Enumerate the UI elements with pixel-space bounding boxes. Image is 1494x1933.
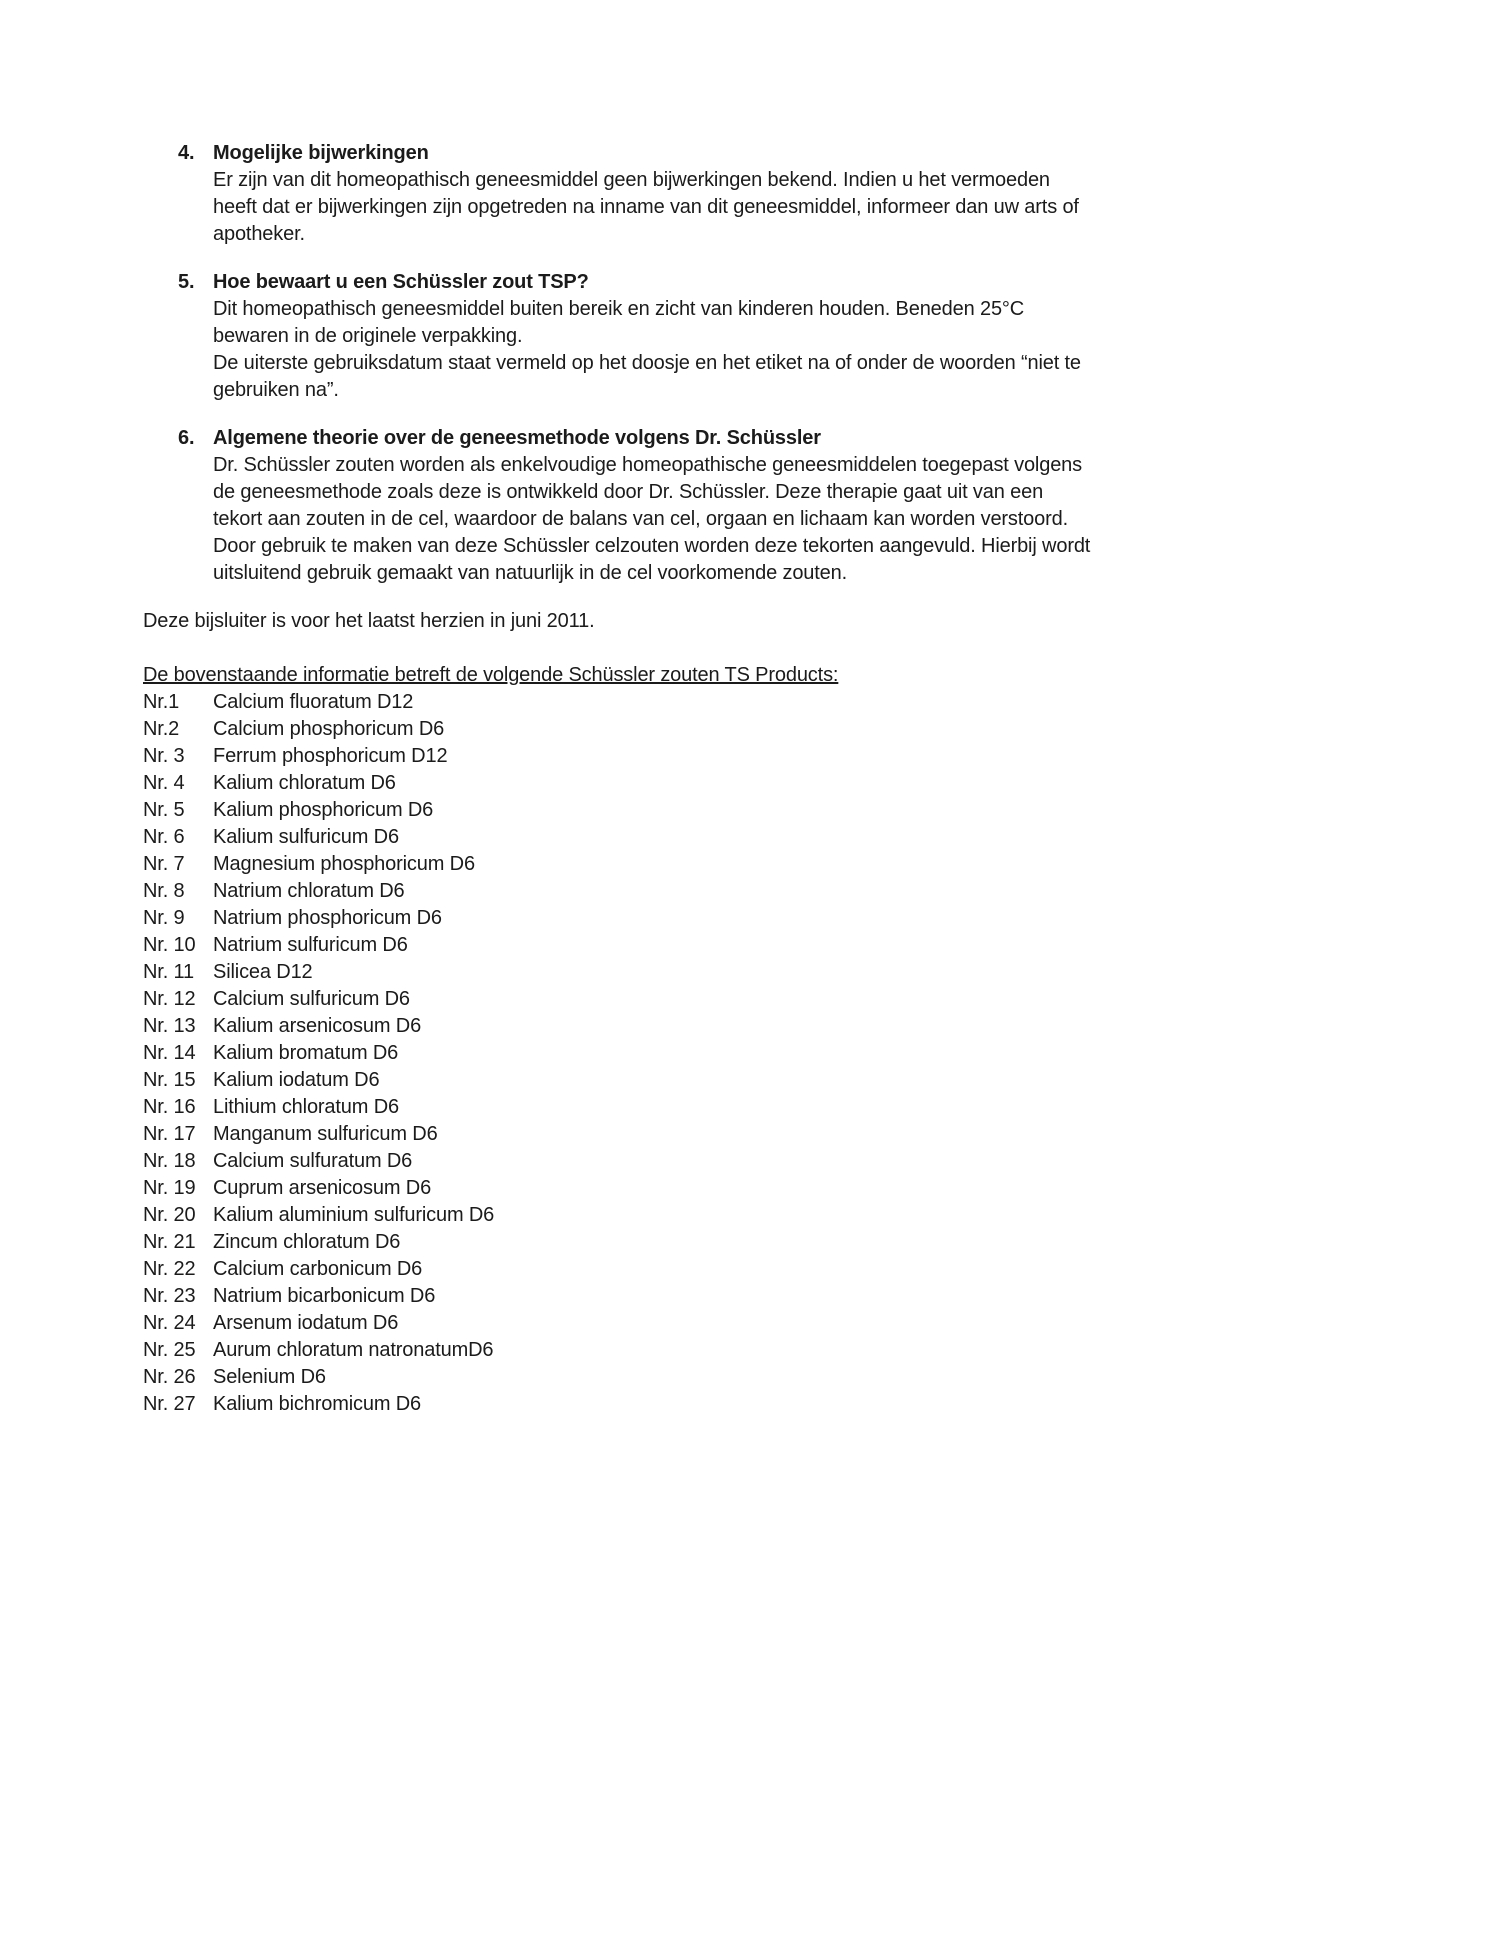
salt-number: Nr. 14 xyxy=(143,1042,196,1064)
salt-name: Manganum sulfuricum D6 xyxy=(213,1123,438,1145)
section-number: 4. xyxy=(178,142,195,164)
salt-row xyxy=(143,986,1414,1013)
salt-number: Nr. 16 xyxy=(143,1096,196,1118)
section-paragraph: Dit homeopathisch geneesmiddel buiten bereik en zicht van kinderen houden. Beneden 25°C bewaren in de originele verpakking. xyxy=(213,298,1025,347)
section-bewaren xyxy=(178,269,1414,404)
salt-name: Aurum chloratum natronatumD6 xyxy=(213,1339,494,1361)
salt-number: Nr. 8 xyxy=(143,880,185,902)
salt-name: Kalium iodatum D6 xyxy=(213,1069,380,1091)
section-number: 6. xyxy=(178,427,195,449)
numbered-sections xyxy=(178,140,1414,587)
salt-name: Kalium aluminium sulfuricum D6 xyxy=(213,1204,495,1226)
section-paragraph: Dr. Schüssler zouten worden als enkelvoudige homeopathische geneesmiddelen toegepast volgens de geneesmethode zoals deze is ontwikkeld door Dr. Schüssler. Deze therapie gaat uit van een tekort aan zouten in de cel, waardoor de balans van cel, orgaan en lichaam kan worden verstoord. Door gebruik te maken van deze Schüssler celzouten worden deze tekorten aangevuld. Hierbij wordt uitsluitend gebruik gemaakt van natuurlijk in de cel voorkomende zouten. xyxy=(213,454,1091,584)
salt-row xyxy=(143,851,1414,878)
salt-row xyxy=(143,770,1414,797)
salt-number: Nr. 21 xyxy=(143,1231,196,1253)
salt-row xyxy=(143,824,1414,851)
salt-row xyxy=(143,1391,1414,1418)
salt-number: Nr. 20 xyxy=(143,1204,196,1226)
salt-number: Nr. 5 xyxy=(143,799,185,821)
salt-row xyxy=(143,797,1414,824)
salt-name: Calcium fluoratum D12 xyxy=(213,691,414,713)
section-heading xyxy=(178,269,1414,296)
salt-name: Kalium bromatum D6 xyxy=(213,1042,399,1064)
salt-row xyxy=(143,1175,1414,1202)
section-number: 5. xyxy=(178,271,195,293)
salt-number: Nr. 18 xyxy=(143,1150,196,1172)
section-body xyxy=(213,296,1091,404)
salt-name: Calcium sulfuratum D6 xyxy=(213,1150,413,1172)
salt-name: Kalium phosphoricum D6 xyxy=(213,799,434,821)
salt-row xyxy=(143,716,1414,743)
salt-number: Nr. 9 xyxy=(143,907,185,929)
salt-row xyxy=(143,1202,1414,1229)
salt-row xyxy=(143,1229,1414,1256)
salt-row xyxy=(143,689,1414,716)
salt-name: Selenium D6 xyxy=(213,1366,326,1388)
section-body xyxy=(213,452,1091,587)
salt-row xyxy=(143,1040,1414,1067)
salt-name: Zincum chloratum D6 xyxy=(213,1231,401,1253)
salt-name: Natrium sulfuricum D6 xyxy=(213,934,408,956)
section-title: Algemene theorie over de geneesmethode volgens Dr. Schüssler xyxy=(213,427,821,449)
salt-name: Natrium chloratum D6 xyxy=(213,880,405,902)
salt-row xyxy=(143,1013,1414,1040)
section-heading xyxy=(178,425,1414,452)
salt-name: Natrium phosphoricum D6 xyxy=(213,907,442,929)
salt-name: Lithium chloratum D6 xyxy=(213,1096,399,1118)
salt-number: Nr. 26 xyxy=(143,1366,196,1388)
salt-name: Silicea D12 xyxy=(213,961,313,983)
salt-row xyxy=(143,1337,1414,1364)
salt-row xyxy=(143,932,1414,959)
salt-number: Nr. 15 xyxy=(143,1069,196,1091)
salt-name: Arsenum iodatum D6 xyxy=(213,1312,399,1334)
salt-number: Nr. 13 xyxy=(143,1015,196,1037)
section-body xyxy=(213,167,1091,248)
salt-name: Ferrum phosphoricum D12 xyxy=(213,745,448,767)
salt-name: Kalium sulfuricum D6 xyxy=(213,826,399,848)
section-paragraph: Er zijn van dit homeopathisch geneesmiddel geen bijwerkingen bekend. Indien u het vermoeden heeft dat er bijwerkingen zijn opgetreden na inname van dit geneesmiddel, informeer dan uw arts of apotheker. xyxy=(213,169,1079,245)
revision-note: Deze bijsluiter is voor het laatst herzien in juni 2011. xyxy=(143,610,595,632)
section-heading xyxy=(178,140,1414,167)
salt-row xyxy=(143,1067,1414,1094)
salt-name: Cuprum arsenicosum D6 xyxy=(213,1177,432,1199)
salt-row xyxy=(143,1310,1414,1337)
salt-number: Nr. 10 xyxy=(143,934,196,956)
salt-row xyxy=(143,1364,1414,1391)
salt-number: Nr. 11 xyxy=(143,961,194,983)
salt-row xyxy=(143,743,1414,770)
salts-list xyxy=(143,689,1414,1418)
salt-number: Nr. 7 xyxy=(143,853,185,875)
salt-name: Kalium arsenicosum D6 xyxy=(213,1015,422,1037)
salt-number: Nr. 17 xyxy=(143,1123,196,1145)
salt-name: Calcium phosphoricum D6 xyxy=(213,718,445,740)
salt-row xyxy=(143,1256,1414,1283)
section-bijwerkingen xyxy=(178,140,1414,248)
salt-number: Nr.2 xyxy=(143,718,180,740)
salt-name: Kalium chloratum D6 xyxy=(213,772,396,794)
salt-row xyxy=(143,905,1414,932)
salt-name: Kalium bichromicum D6 xyxy=(213,1393,422,1415)
section-title: Hoe bewaart u een Schüssler zout TSP? xyxy=(213,271,589,293)
salt-number: Nr. 27 xyxy=(143,1393,196,1415)
salt-number: Nr. 24 xyxy=(143,1312,196,1334)
salt-row xyxy=(143,1094,1414,1121)
salt-number: Nr. 6 xyxy=(143,826,185,848)
salt-name: Calcium carbonicum D6 xyxy=(213,1258,423,1280)
salt-name: Calcium sulfuricum D6 xyxy=(213,988,410,1010)
salt-name: Magnesium phosphoricum D6 xyxy=(213,853,475,875)
salt-number: Nr. 3 xyxy=(143,745,185,767)
salt-number: Nr. 19 xyxy=(143,1177,196,1199)
salt-number: Nr. 25 xyxy=(143,1339,196,1361)
section-paragraph: De uiterste gebruiksdatum staat vermeld op het doosje en het etiket na of onder de woorden “niet te gebruiken na”. xyxy=(213,352,1081,401)
salt-number: Nr. 12 xyxy=(143,988,196,1010)
salt-number: Nr.1 xyxy=(143,691,180,713)
salt-name: Natrium bicarbonicum D6 xyxy=(213,1285,436,1307)
salt-number: Nr. 23 xyxy=(143,1285,196,1307)
salt-row xyxy=(143,1148,1414,1175)
salt-row xyxy=(143,959,1414,986)
salt-number: Nr. 22 xyxy=(143,1258,196,1280)
salt-number: Nr. 4 xyxy=(143,772,185,794)
salts-list-intro: De bovenstaande informatie betreft de volgende Schüssler zouten TS Products: xyxy=(143,664,839,686)
salt-row xyxy=(143,1121,1414,1148)
section-algemene-theorie xyxy=(178,425,1414,587)
section-title: Mogelijke bijwerkingen xyxy=(213,142,429,164)
salt-row xyxy=(143,1283,1414,1310)
salt-row xyxy=(143,878,1414,905)
